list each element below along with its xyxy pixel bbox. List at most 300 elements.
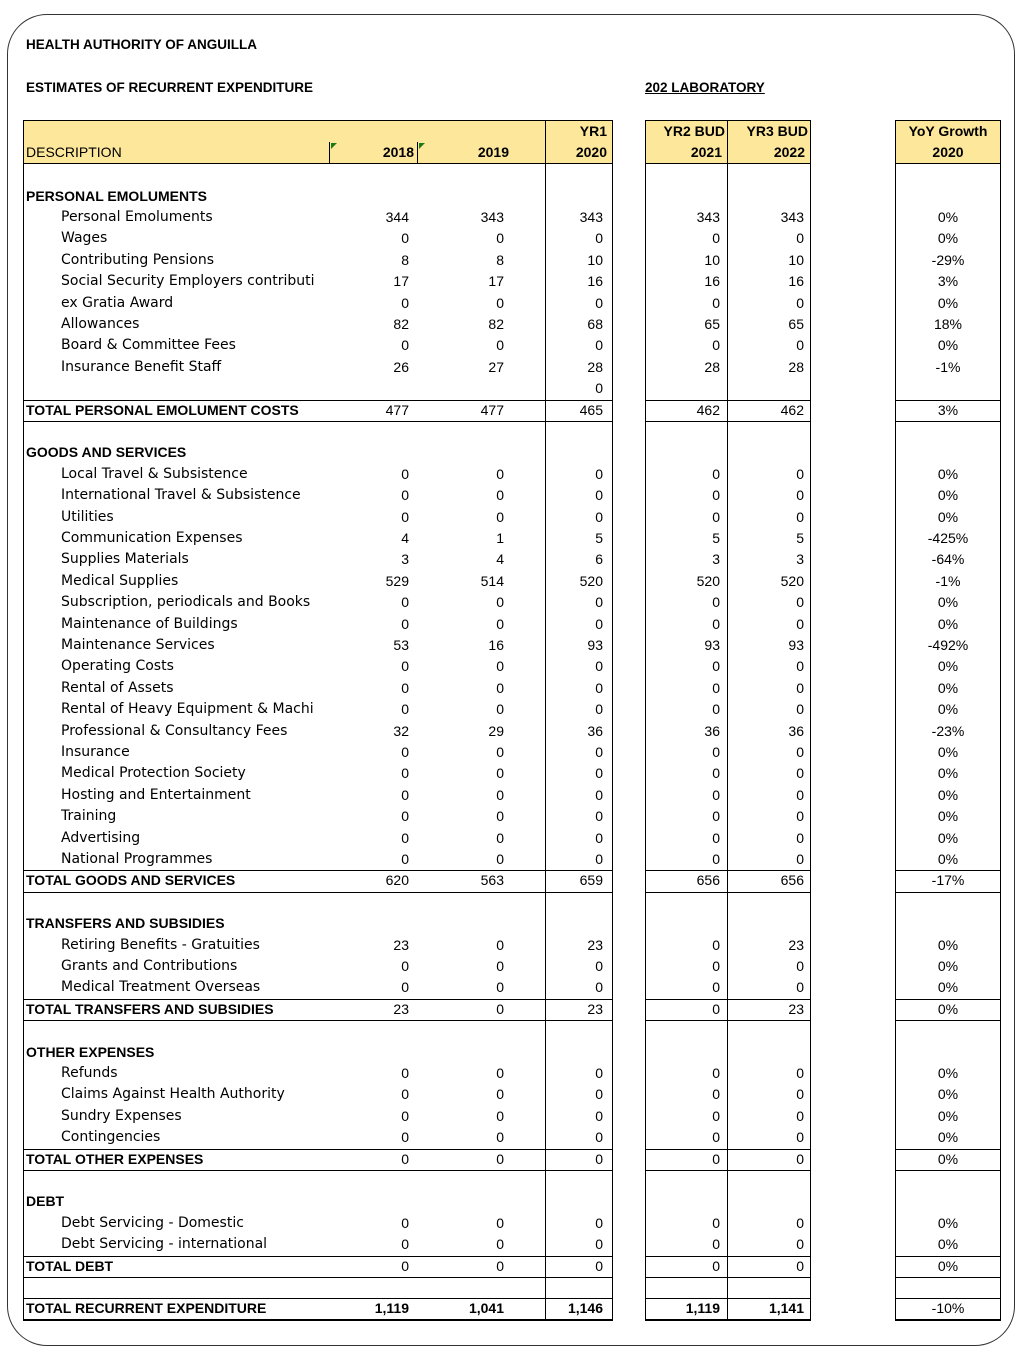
line-item-label: National Programmes bbox=[61, 850, 213, 867]
amount-value: 0 bbox=[401, 508, 409, 525]
yoy-value: 18% bbox=[933, 315, 963, 332]
grid-line bbox=[895, 1020, 1001, 1021]
amount-value: 0 bbox=[595, 294, 603, 311]
yoy-total: 0% bbox=[937, 1150, 959, 1167]
amount-value: 0 bbox=[496, 679, 504, 696]
yoy-value: 0% bbox=[937, 808, 959, 825]
amount-value: 36 bbox=[587, 722, 603, 739]
amount-value: 5 bbox=[595, 529, 603, 546]
grid-line bbox=[895, 163, 1001, 164]
amount-value: 0 bbox=[496, 808, 504, 825]
amount-value: 0 bbox=[401, 337, 409, 354]
grid-line bbox=[23, 163, 613, 164]
total-value: 659 bbox=[579, 872, 603, 889]
amount-value: 0 bbox=[796, 337, 804, 354]
grid-line bbox=[23, 1277, 613, 1278]
yoy-value: 0% bbox=[937, 230, 959, 247]
yoy-value: 0% bbox=[937, 1214, 959, 1231]
amount-value: 28 bbox=[788, 358, 804, 375]
line-item-label: Retiring Benefits - Gratuities bbox=[61, 936, 260, 953]
amount-value: 0 bbox=[595, 487, 603, 504]
yoy-value: -425% bbox=[927, 529, 969, 546]
amount-value: 0 bbox=[595, 615, 603, 632]
amount-value: 36 bbox=[788, 722, 804, 739]
amount-value: 0 bbox=[796, 1236, 804, 1253]
amount-value: 0 bbox=[712, 679, 720, 696]
line-item-label: Board & Committee Fees bbox=[61, 337, 236, 354]
yoy-value: 0% bbox=[937, 1064, 959, 1081]
amount-value: 3 bbox=[712, 551, 720, 568]
amount-value: 0 bbox=[796, 808, 804, 825]
amount-value: 0 bbox=[796, 1107, 804, 1124]
amount-value: 0 bbox=[796, 294, 804, 311]
amount-value: 5 bbox=[796, 529, 804, 546]
amount-value: 0 bbox=[712, 765, 720, 782]
amount-value: 93 bbox=[587, 636, 603, 653]
yoy-value: -1% bbox=[935, 572, 961, 589]
total-value: 462 bbox=[780, 401, 804, 418]
amount-value: 10 bbox=[704, 251, 720, 268]
amount-value: 514 bbox=[480, 572, 504, 589]
amount-value: 0 bbox=[401, 594, 409, 611]
amount-value: 0 bbox=[595, 679, 603, 696]
amount-value: 0 bbox=[712, 850, 720, 867]
amount-value: 0 bbox=[401, 850, 409, 867]
amount-value: 520 bbox=[579, 572, 603, 589]
line-item-label: Maintenance Services bbox=[61, 636, 215, 653]
grid-line bbox=[895, 421, 1001, 422]
amount-value: 0 bbox=[496, 829, 504, 846]
amount-value: 0 bbox=[401, 658, 409, 675]
amount-value: 82 bbox=[488, 315, 504, 332]
amount-value: 0 bbox=[496, 658, 504, 675]
amount-value: 0 bbox=[712, 230, 720, 247]
amount-value: 0 bbox=[796, 957, 804, 974]
amount-value: 6 bbox=[595, 551, 603, 568]
line-item-label: Training bbox=[61, 808, 117, 825]
amount-value: 0 bbox=[712, 829, 720, 846]
total-label: TOTAL DEBT bbox=[26, 1257, 114, 1274]
total-value: 0 bbox=[712, 1000, 720, 1017]
amount-value: 0 bbox=[712, 508, 720, 525]
total-value: 656 bbox=[696, 872, 720, 889]
amount-value: 343 bbox=[696, 208, 720, 225]
yoy-value: -29% bbox=[931, 251, 965, 268]
amount-value: 36 bbox=[704, 722, 720, 739]
yoy-value: -492% bbox=[927, 636, 969, 653]
total-value: 0 bbox=[496, 1257, 504, 1274]
amount-value: 0 bbox=[595, 765, 603, 782]
yoy-value: 0% bbox=[937, 487, 959, 504]
total-value: 1,141 bbox=[768, 1300, 804, 1317]
amount-value: 0 bbox=[496, 465, 504, 482]
grid-line bbox=[23, 1020, 613, 1021]
amount-value: 0 bbox=[496, 786, 504, 803]
amount-value: 65 bbox=[704, 315, 720, 332]
yoy-value: 0% bbox=[937, 679, 959, 696]
amount-value: 0 bbox=[712, 808, 720, 825]
amount-value: 82 bbox=[393, 315, 409, 332]
amount-value: 0 bbox=[712, 957, 720, 974]
line-item-label: Maintenance of Buildings bbox=[61, 615, 238, 632]
amount-value: 0 bbox=[796, 829, 804, 846]
line-item-label: Debt Servicing - Domestic bbox=[61, 1214, 244, 1231]
amount-value: 0 bbox=[401, 1086, 409, 1103]
line-item-label: Debt Servicing - international bbox=[61, 1236, 268, 1253]
total-value: 477 bbox=[385, 401, 409, 418]
amount-value: 0 bbox=[496, 850, 504, 867]
yoy-value: 0% bbox=[937, 594, 959, 611]
amount-value: 0 bbox=[401, 701, 409, 718]
grid-line bbox=[895, 1320, 1001, 1321]
line-item-label: Claims Against Health Authority bbox=[61, 1086, 285, 1103]
line-item-label: Utilities bbox=[61, 508, 114, 525]
total-value: 620 bbox=[385, 872, 409, 889]
amount-value: 0 bbox=[401, 465, 409, 482]
grid-line bbox=[23, 421, 613, 422]
amount-value: 8 bbox=[496, 251, 504, 268]
total-value: 0 bbox=[796, 1257, 804, 1274]
amount-value: 0 bbox=[712, 1236, 720, 1253]
amount-value: 27 bbox=[488, 358, 504, 375]
total-value: 477 bbox=[480, 401, 504, 418]
amount-value: 23 bbox=[393, 936, 409, 953]
yoy-total: 0% bbox=[937, 1257, 959, 1274]
yoy-value: -64% bbox=[931, 551, 965, 568]
total-value: 465 bbox=[579, 401, 603, 418]
amount-value: 28 bbox=[704, 358, 720, 375]
line-item-label: Personal Emoluments bbox=[61, 208, 213, 225]
line-item-label: Social Security Employers contributi bbox=[61, 273, 315, 290]
line-item-label: Supplies Materials bbox=[61, 551, 189, 568]
total-value: 0 bbox=[595, 1150, 603, 1167]
amount-value: 0 bbox=[796, 1214, 804, 1231]
amount-value: 0 bbox=[401, 743, 409, 760]
total-value: 0 bbox=[712, 1257, 720, 1274]
yoy-value: 0% bbox=[937, 615, 959, 632]
amount-value: 0 bbox=[496, 1064, 504, 1081]
line-item-label: Contributing Pensions bbox=[61, 251, 215, 268]
amount-value: 0 bbox=[796, 1086, 804, 1103]
amount-value: 0 bbox=[796, 979, 804, 996]
col-2022: 2022 bbox=[773, 144, 805, 160]
amount-value: 0 bbox=[401, 1107, 409, 1124]
amount-value: 0 bbox=[712, 487, 720, 504]
amount-value: 0 bbox=[496, 487, 504, 504]
total-value: 1,146 bbox=[567, 1300, 603, 1317]
amount-value: 3 bbox=[796, 551, 804, 568]
total-label: TOTAL PERSONAL EMOLUMENT COSTS bbox=[26, 401, 299, 418]
amount-value: 0 bbox=[496, 337, 504, 354]
amount-value: 16 bbox=[488, 636, 504, 653]
amount-value: 343 bbox=[780, 208, 804, 225]
amount-value: 0 bbox=[796, 615, 804, 632]
yoy-value: 0% bbox=[937, 1129, 959, 1146]
amount-value: 32 bbox=[393, 722, 409, 739]
amount-value: 0 bbox=[712, 658, 720, 675]
amount-value: 0 bbox=[796, 679, 804, 696]
amount-value: 0 bbox=[401, 1214, 409, 1231]
grid-line bbox=[645, 1320, 811, 1321]
amount-value: 520 bbox=[780, 572, 804, 589]
amount-value: 344 bbox=[385, 208, 409, 225]
line-item-label: Wages bbox=[61, 230, 108, 247]
amount-value: 0 bbox=[595, 1236, 603, 1253]
amount-value: 68 bbox=[587, 315, 603, 332]
amount-value: 0 bbox=[796, 487, 804, 504]
line-item-label: Insurance bbox=[61, 743, 130, 760]
amount-value: 0 bbox=[712, 465, 720, 482]
amount-value: 0 bbox=[595, 808, 603, 825]
amount-value: 5 bbox=[712, 529, 720, 546]
amount-value: 0 bbox=[401, 957, 409, 974]
yoy-value: 0% bbox=[937, 294, 959, 311]
amount-value: 0 bbox=[401, 679, 409, 696]
yoy-total: -10% bbox=[931, 1300, 965, 1317]
grid-line bbox=[645, 892, 811, 893]
yoy-value: 0% bbox=[937, 1236, 959, 1253]
amount-value: 17 bbox=[393, 273, 409, 290]
amount-value: 0 bbox=[595, 508, 603, 525]
amount-value: 0 bbox=[595, 1064, 603, 1081]
amount-value: 16 bbox=[788, 273, 804, 290]
amount-value: 0 bbox=[796, 765, 804, 782]
amount-value: 0 bbox=[496, 765, 504, 782]
grid-line bbox=[895, 892, 1001, 893]
yoy-total: 3% bbox=[937, 401, 959, 418]
amount-value: 0 bbox=[595, 1129, 603, 1146]
yoy-value: 0% bbox=[937, 1086, 959, 1103]
amount-value: 0 bbox=[401, 786, 409, 803]
col-yr2: YR2 BUD bbox=[663, 123, 725, 139]
yoy-value: 0% bbox=[937, 1107, 959, 1124]
amount-value: 65 bbox=[788, 315, 804, 332]
amount-value: 23 bbox=[587, 936, 603, 953]
total-value: 0 bbox=[595, 1257, 603, 1274]
amount-value: 0 bbox=[796, 594, 804, 611]
col-2019: 2019 bbox=[477, 144, 509, 160]
amount-value: 0 bbox=[712, 786, 720, 803]
line-item-label: Advertising bbox=[61, 829, 141, 846]
line-item-label: Operating Costs bbox=[61, 658, 174, 675]
amount-value: 0 bbox=[496, 743, 504, 760]
amount-value: 16 bbox=[587, 273, 603, 290]
amount-value: 26 bbox=[393, 358, 409, 375]
yoy-value: 0% bbox=[937, 850, 959, 867]
amount-value: 0 bbox=[401, 765, 409, 782]
yoy-value: 0% bbox=[937, 658, 959, 675]
total-value: 0 bbox=[796, 1150, 804, 1167]
amount-value: 343 bbox=[480, 208, 504, 225]
amount-value: 0 bbox=[496, 936, 504, 953]
col-yr1: YR1 bbox=[579, 123, 607, 139]
amount-value: 29 bbox=[488, 722, 504, 739]
amount-value: 0 bbox=[496, 594, 504, 611]
amount-value: 343 bbox=[579, 208, 603, 225]
line-item-label: Refunds bbox=[61, 1064, 118, 1081]
amount-value: 0 bbox=[496, 701, 504, 718]
total-value: 0 bbox=[401, 1257, 409, 1274]
amount-value: 0 bbox=[712, 936, 720, 953]
amount-value: 0 bbox=[595, 786, 603, 803]
amount-value: 520 bbox=[696, 572, 720, 589]
total-value: 563 bbox=[480, 872, 504, 889]
line-item-label: Allowances bbox=[61, 315, 140, 332]
amount-value: 0 bbox=[595, 594, 603, 611]
amount-value: 0 bbox=[401, 615, 409, 632]
line-item-label: Communication Expenses bbox=[61, 529, 243, 546]
line-item-label: Medical Treatment Overseas bbox=[61, 979, 261, 996]
col-2021: 2021 bbox=[690, 144, 722, 160]
amount-value: 0 bbox=[796, 1129, 804, 1146]
amount-value: 0 bbox=[712, 615, 720, 632]
yoy-value: 0% bbox=[937, 786, 959, 803]
yoy-total: 0% bbox=[937, 1000, 959, 1017]
col-yoy: YoY Growth bbox=[908, 123, 988, 139]
amount-value: 0 bbox=[595, 743, 603, 760]
amount-value: 0 bbox=[496, 1107, 504, 1124]
grid-line bbox=[645, 1170, 811, 1171]
col-description: DESCRIPTION bbox=[26, 144, 122, 160]
total-value: 1,119 bbox=[374, 1300, 409, 1317]
amount-value: 0 bbox=[496, 615, 504, 632]
grid-line bbox=[329, 142, 330, 163]
line-item-label: Sundry Expenses bbox=[61, 1107, 182, 1124]
amount-value: 0 bbox=[595, 979, 603, 996]
amount-value: 0 bbox=[401, 294, 409, 311]
amount-value: 0 bbox=[496, 1236, 504, 1253]
amount-value: 1 bbox=[496, 529, 504, 546]
total-value: 0 bbox=[496, 1150, 504, 1167]
total-label: TOTAL TRANSFERS AND SUBSIDIES bbox=[26, 1000, 274, 1017]
amount-value: 0 bbox=[595, 850, 603, 867]
yoy-value: 0% bbox=[937, 743, 959, 760]
total-value: 462 bbox=[696, 401, 720, 418]
yoy-value: 0% bbox=[937, 936, 959, 953]
grid-line bbox=[645, 1277, 811, 1278]
amount-value: 3 bbox=[401, 551, 409, 568]
amount-value: 8 bbox=[401, 251, 409, 268]
yoy-value: -1% bbox=[935, 358, 961, 375]
amount-value: 0 bbox=[712, 294, 720, 311]
total-label: TOTAL OTHER EXPENSES bbox=[26, 1150, 204, 1167]
amount-value: 0 bbox=[401, 230, 409, 247]
amount-value: 10 bbox=[587, 251, 603, 268]
amount-value: 0 bbox=[496, 1129, 504, 1146]
total-value: 0 bbox=[712, 1150, 720, 1167]
line-item-label: Rental of Heavy Equipment & Machi bbox=[61, 701, 314, 718]
amount-value: 0 bbox=[796, 508, 804, 525]
line-item-label: Contingencies bbox=[61, 1129, 161, 1146]
amount-value: 10 bbox=[788, 251, 804, 268]
line-item-label: Grants and Contributions bbox=[61, 957, 238, 974]
amount-value: 0 bbox=[796, 658, 804, 675]
amount-value: 0 bbox=[796, 743, 804, 760]
amount-value: 0 bbox=[401, 1236, 409, 1253]
grid-line bbox=[895, 1170, 1001, 1171]
col-2018: 2018 bbox=[382, 144, 414, 160]
yoy-value: 0% bbox=[937, 979, 959, 996]
amount-value: 93 bbox=[788, 636, 804, 653]
yoy-value: 0% bbox=[937, 465, 959, 482]
amount-value: 0 bbox=[595, 230, 603, 247]
line-item-label: Hosting and Entertainment bbox=[61, 786, 251, 803]
amount-value: 93 bbox=[704, 636, 720, 653]
amount-value: 0 bbox=[401, 1064, 409, 1081]
amount-value: 0 bbox=[712, 979, 720, 996]
amount-value: 0 bbox=[796, 230, 804, 247]
amount-value: 0 bbox=[712, 1086, 720, 1103]
amount-value: 0 bbox=[796, 850, 804, 867]
amount-value: 0 bbox=[595, 1214, 603, 1231]
amount-value: 0 bbox=[595, 829, 603, 846]
total-value: 656 bbox=[780, 872, 804, 889]
amount-value: 16 bbox=[704, 273, 720, 290]
amount-value: 0 bbox=[401, 829, 409, 846]
amount-value: 0 bbox=[496, 1214, 504, 1231]
total-value: 0 bbox=[496, 1000, 504, 1017]
line-item-label: Subscription, periodicals and Books bbox=[61, 594, 311, 611]
amount-value: 17 bbox=[488, 273, 504, 290]
grid-line bbox=[645, 421, 811, 422]
org-name: HEALTH AUTHORITY OF ANGUILLA bbox=[26, 37, 257, 52]
total-value: 23 bbox=[587, 1000, 603, 1017]
amount-value: 0 bbox=[595, 701, 603, 718]
amount-value: 0 bbox=[496, 508, 504, 525]
amount-value: 0 bbox=[712, 337, 720, 354]
yoy-value: 0% bbox=[937, 337, 959, 354]
amount-value: 0 bbox=[401, 808, 409, 825]
amount-value: 0 bbox=[595, 658, 603, 675]
amount-value: 0 bbox=[496, 1086, 504, 1103]
amount-value: 4 bbox=[401, 529, 409, 546]
department-label: 202 LABORATORY bbox=[645, 80, 765, 95]
report-title: ESTIMATES OF RECURRENT EXPENDITURE bbox=[26, 80, 314, 95]
grid-line bbox=[645, 163, 811, 164]
line-item-label: Medical Protection Society bbox=[61, 765, 246, 782]
total-value: 0 bbox=[401, 1150, 409, 1167]
amount-value: 529 bbox=[385, 572, 409, 589]
amount-value: 0 bbox=[712, 1129, 720, 1146]
yoy-value: 0% bbox=[937, 957, 959, 974]
grid-line bbox=[23, 1170, 613, 1171]
col-yoy-year: 2020 bbox=[932, 144, 964, 160]
section-heading: TRANSFERS AND SUBSIDIES bbox=[26, 915, 225, 932]
col-yr3: YR3 BUD bbox=[746, 123, 808, 139]
amount-value: 0 bbox=[712, 1064, 720, 1081]
amount-value: 0 bbox=[595, 465, 603, 482]
yoy-value: 0% bbox=[937, 765, 959, 782]
yoy-value: 0% bbox=[937, 508, 959, 525]
amount-value: 0 bbox=[595, 380, 603, 397]
amount-value: 53 bbox=[393, 636, 409, 653]
grid-line bbox=[895, 1277, 1001, 1278]
amount-value: 0 bbox=[796, 701, 804, 718]
yoy-value: 0% bbox=[937, 829, 959, 846]
amount-value: 0 bbox=[496, 957, 504, 974]
line-item-label: Local Travel & Subsistence bbox=[61, 465, 248, 482]
amount-value: 0 bbox=[796, 1064, 804, 1081]
amount-value: 0 bbox=[712, 701, 720, 718]
grid-line bbox=[417, 142, 418, 163]
section-heading: GOODS AND SERVICES bbox=[26, 444, 187, 461]
line-item-label: Medical Supplies bbox=[61, 572, 179, 589]
line-item-label: Professional & Consultancy Fees bbox=[61, 722, 288, 739]
grid-line bbox=[645, 1020, 811, 1021]
amount-value: 0 bbox=[595, 1107, 603, 1124]
line-item-label: International Travel & Subsistence bbox=[61, 487, 301, 504]
amount-value: 0 bbox=[401, 1129, 409, 1146]
